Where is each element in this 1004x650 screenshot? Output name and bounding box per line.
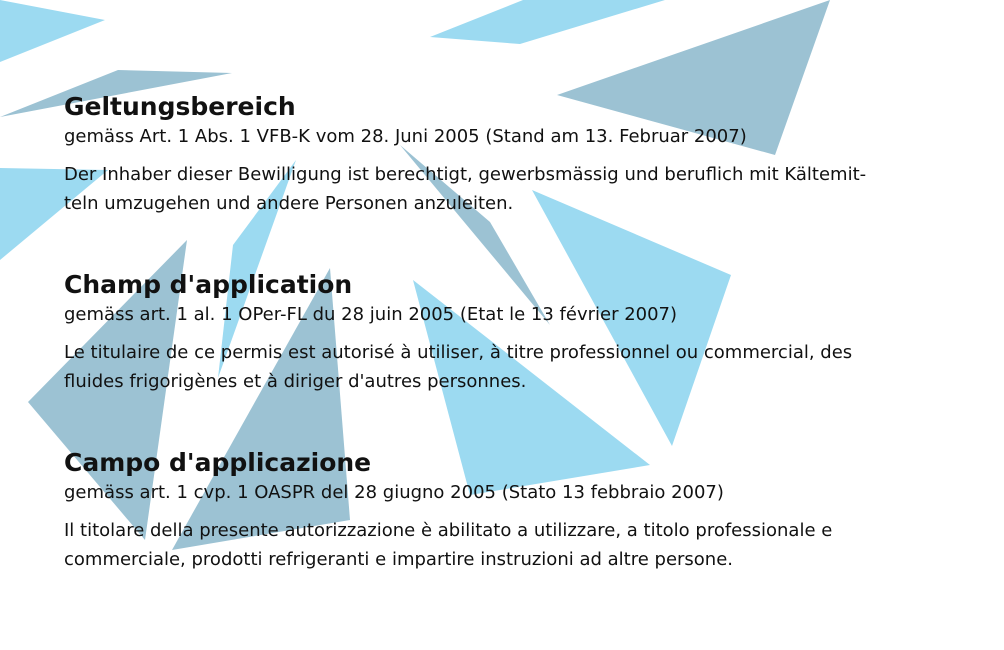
section-title: Champ d'application [64,270,353,299]
section-title: Geltungsbereich [64,92,296,121]
body-line: Il titolare della presente autorizzazione è abilitato a utilizzare, a titolo professionale e [64,520,833,541]
section-title: Campo d'applicazione [64,448,372,477]
triangle-shape [430,0,665,44]
section-french [64,268,944,396]
body-line: Le titulaire de ce permis est autorisé à utiliser, à titre professionnel ou commercial, des [64,342,853,363]
legal-reference: gemäss Art. 1 Abs. 1 VFB-K vom 28. Juni 2005 (Stand am 13. Februar 2007) [64,126,747,147]
legal-reference: gemäss art. 1 al. 1 OPer-FL du 28 juin 2005 (Etat le 13 février 2007) [64,304,678,325]
legal-reference: gemäss art. 1 cvp. 1 OASPR del 28 giugno 2005 (Stato 13 febbraio 2007) [64,482,724,503]
body-line: Der Inhaber dieser Bewilligung ist berechtigt, gewerbsmässig und beruflich mit Kältemit- [64,164,867,185]
section-body [64,516,944,574]
body-line: fluides frigorigènes et à diriger d'autres personnes. [64,371,527,392]
document-content [64,90,944,574]
triangle-shape [0,0,105,62]
body-line: teln umzugehen und andere Personen anzuleiten. [64,193,514,214]
section-italian [64,446,944,574]
section-body [64,160,944,218]
body-line: commerciale, prodotti refrigeranti e impartire instruzioni ad altre persone. [64,549,734,570]
section-german [64,90,944,218]
section-body [64,338,944,396]
